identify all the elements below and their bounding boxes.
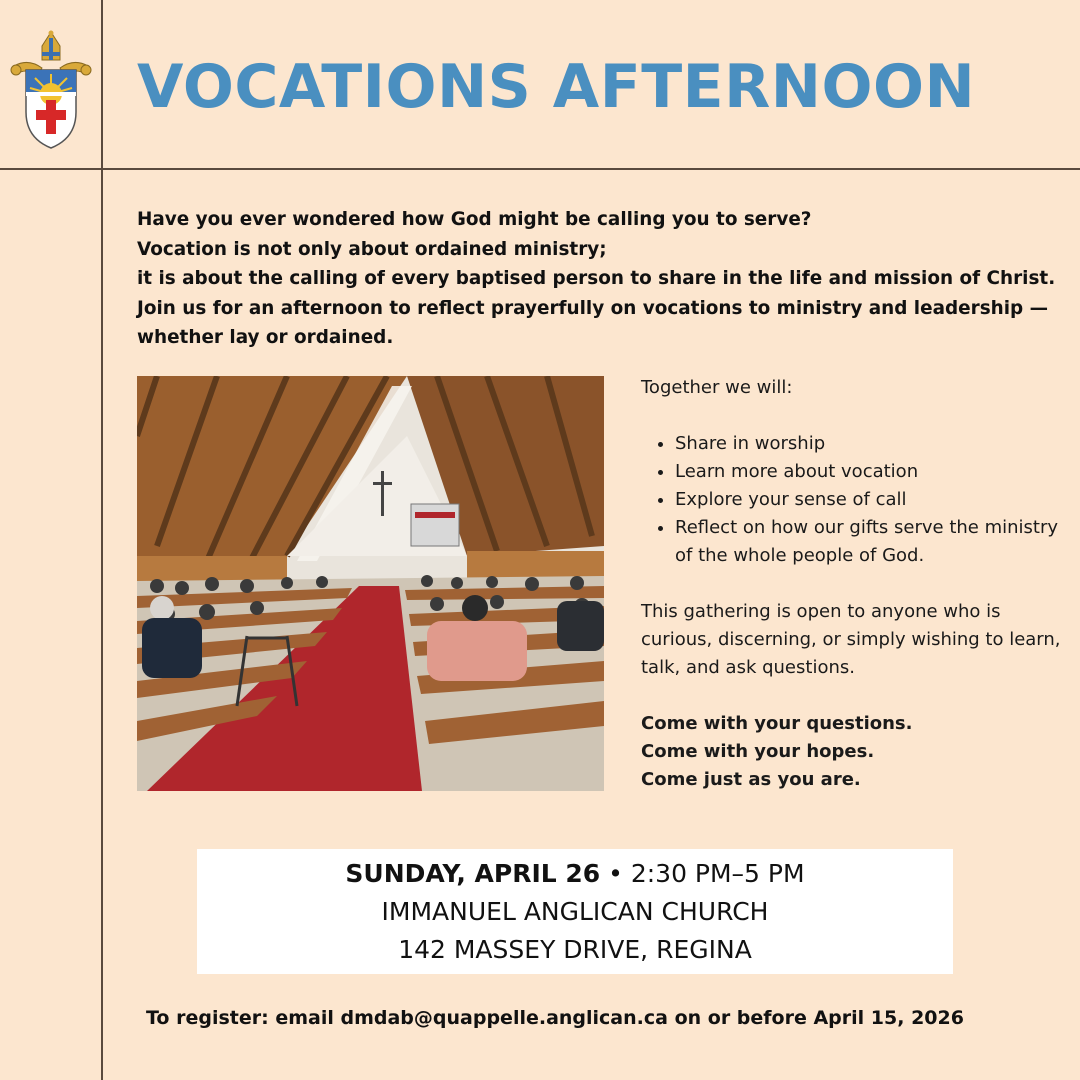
event-date-time — [197, 855, 953, 893]
diocese-crest-icon — [8, 30, 94, 152]
event-address: 142 MASSEY DRIVE, REGINA — [398, 935, 752, 964]
intro-text — [137, 205, 1057, 353]
registration-text: To register: email dmdab@quappelle.anglican.ca on or before April 15, 2026 — [146, 1007, 964, 1029]
intro-line: it is about the calling of every baptised person to share in the life and mission of Christ. — [137, 268, 1056, 289]
list-item: • Reflect on how our gifts serve the ministry of the whole people of God. — [675, 514, 1061, 570]
come-line: Come with your hopes. — [641, 741, 875, 762]
event-venue: IMMANUEL ANGLICAN CHURCH — [381, 897, 769, 926]
intro-line: Vocation is not only about ordained ministry; — [137, 238, 607, 260]
event-details-box — [197, 849, 953, 974]
come-line: Come with your questions. — [641, 713, 913, 734]
church-interior-photo — [137, 376, 604, 791]
activities-list — [641, 430, 1061, 570]
page-title: VOCATIONS AFTERNOON — [137, 52, 976, 122]
list-item: • Share in worship — [675, 430, 1061, 458]
intro-line: Join us for an afternoon to reflect prayerfully on vocations to ministry and leadership — — [137, 297, 1048, 319]
details-panel — [641, 374, 1061, 794]
intro-line: whether lay or ordained. — [137, 327, 394, 348]
intro-line: Have you ever wondered how God might be calling you to serve? — [137, 209, 812, 230]
event-time: 2:30 PM–5 PM — [630, 859, 805, 888]
together-lead: Together we will: — [641, 377, 793, 398]
event-date: SUNDAY, APRIL 26 — [345, 859, 601, 888]
horizontal-rule — [0, 168, 1080, 170]
come-line: Come just as you are. — [641, 769, 861, 790]
list-item: • Learn more about vocation — [675, 458, 1061, 486]
vertical-rule — [101, 0, 103, 1080]
event-separator: • — [608, 859, 623, 888]
list-item: • Explore your sense of call — [675, 486, 1061, 514]
come-lines — [641, 710, 1061, 794]
open-invitation: This gathering is open to anyone who is curious, discerning, or simply wishing to learn, talk, and ask questions. — [641, 601, 1061, 678]
